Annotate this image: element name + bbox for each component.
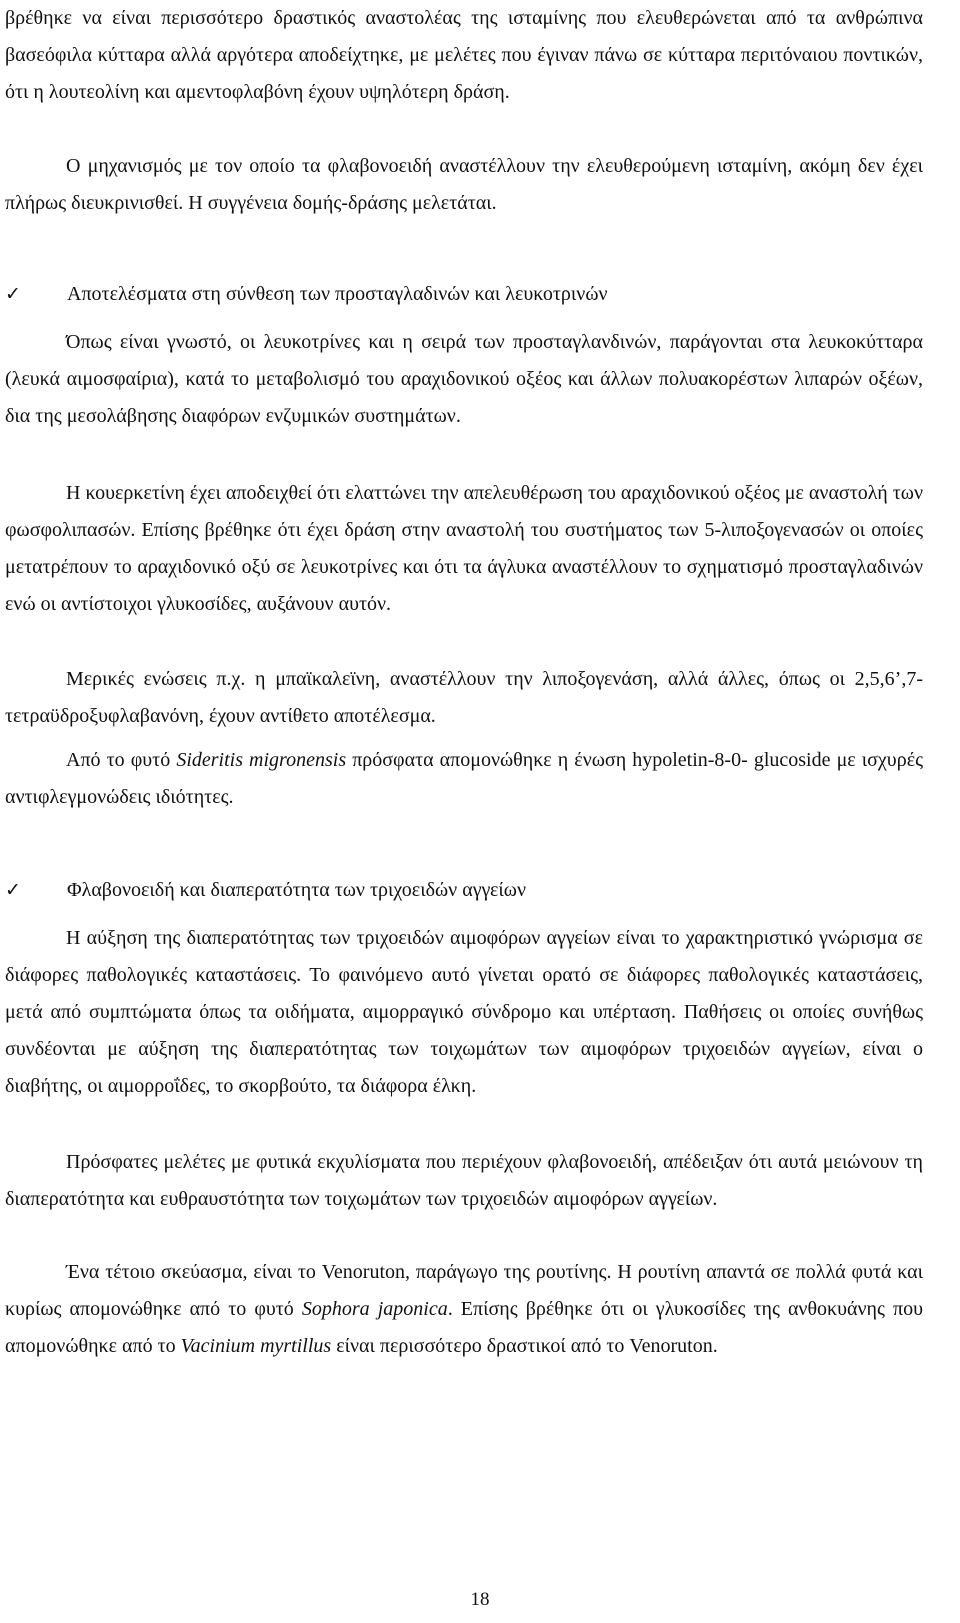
paragraph-permeability-2: Πρόσφατες μελέτες με φυτικά εκχυλίσματα που περιέχουν φλαβονοειδή, απέδειξαν ότι αυτά μειώνουν τη διαπερατότητα και ευθραυστότητα των τοιχωμάτων των τριχοειδών αιμοφόρων αγγείων.	[5, 1151, 923, 1210]
paragraph-synthesis-2: Η κουερκετίνη έχει αποδειχθεί ότι ελαττώνει την απελευθέρωση του αραχιδονικού οξέος με αναστολή των φωσφολιπασών. Επίσης βρέθηκε ότι έχει δράση στην αναστολή του συστήματος των 5-λιποξογενασών οι οποίες μετατρέπουν το αραχιδονικό οξύ σε λευκοτρίνες και ότι τα άγλυκα αναστέλλουν το σχηματισμό προσταγλαδινών ενώ οι αντίστοιχοι γλυκοσίδες, αυξάνουν αυτόν.	[5, 482, 923, 615]
page-number: 18	[470, 1589, 490, 1610]
paragraph-synthesis-3: Μερικές ενώσεις π.χ. η μπαϊκαλεϊνη, αναστέλλουν την λιποξογενάση, αλλά άλλες, όπως οι 2,5,6’,7-τετραϋδροξυφλαβανόνη, έχουν αντίθετο αποτέλεσμα.	[5, 668, 923, 727]
paragraph-intro-2: Ο μηχανισμός με τον οποίο τα φλαβονοειδή αναστέλλουν την ελευθερούμενη ισταμίνη, ακόμη δεν έχει πλήρως διευκρινισθεί. Η συγγένεια δομής-δράσης μελετάται.	[5, 155, 923, 214]
species-name: Sophora japonica	[301, 1298, 448, 1320]
section-heading-permeability	[5, 872, 923, 909]
paragraph-synthesis-4: Από το φυτό Sideritis migronensis πρόσφατα απομονώθηκε η ένωση hypoletin-8-0- glucoside με ισχυρές αντιφλεγμονώδεις ιδιότητες.	[5, 749, 924, 808]
checkmark-icon: ✓	[5, 879, 21, 901]
paragraph-synthesis-1: Όπως είναι γνωστό, οι λευκοτρίνες και η σειρά των προσταγλανδινών, παράγονται στα λευκοκύτταρα (λευκά αιμοσφαίρια), κατά το μεταβολισμό του αραχιδονικού οξέος και άλλων πολυακορέστων λιπαρών οξέων, δια της μεσολάβησης διαφόρων ενζυμικών συστημάτων.	[5, 331, 923, 427]
species-name: Sideritis migronensis	[176, 749, 347, 771]
section-heading-synthesis	[5, 276, 923, 313]
section-heading-text: Φλαβονοειδή και διαπερατότητα των τριχοειδών αγγείων	[67, 879, 527, 901]
paragraph-permeability-3: Ένα τέτοιο σκεύασμα, είναι το Venoruton, παράγωγο της ρουτίνης. Η ρουτίνη απαντά σε πολλά φυτά και κυρίως απομονώθηκε από το φυτό Sophora japonica. Επίσης βρέθηκε ότι οι γλυκοσίδες της ανθοκυάνης που απομονώθηκε από το Vacinium myrtillus είναι περισσότερο δραστικοί από το Venoruton.	[5, 1261, 923, 1357]
checkmark-icon: ✓	[5, 283, 21, 305]
species-name: Vacinium myrtillus	[180, 1335, 332, 1357]
paragraph-intro-1: βρέθηκε να είναι περισσότερο δραστικός αναστολέας της ισταμίνης που ελευθερώνεται από τα ανθρώπινα βασεόφιλα κύτταρα αλλά αργότερα αποδείχτηκε, με μελέτες που έγιναν πάνω σε κύτταρα περιτόναιου ποντικών, ότι η λουτεολίνη και αμεντοφλαβόνη έχουν υψηλότερη δράση.	[5, 7, 923, 103]
section-heading-text: Αποτελέσματα στη σύνθεση των προσταγλαδινών και λευκοτρινών	[67, 283, 608, 305]
paragraph-permeability-1: Η αύξηση της διαπερατότητας των τριχοειδών αιμοφόρων αγγείων είναι το χαρακτηριστικό γνώρισμα σε διάφορες παθολογικές καταστάσεις. Το φαινόμενο αυτό γίνεται ορατό σε διάφορες παθολογικές καταστάσεις, μετά από συμπτώματα όπως τα οιδήματα, αιμορραγικό σύνδρομο και υπέρταση. Παθήσεις οι οποίες συνήθως συνδέονται με αύξηση της διαπερατότητας των τοιχωμάτων των αιμοφόρων τριχοειδών αγγείων, είναι ο διαβήτης, οι αιμορροΐδες, το σκορβούτο, τα διάφορα έλκη.	[5, 927, 923, 1097]
